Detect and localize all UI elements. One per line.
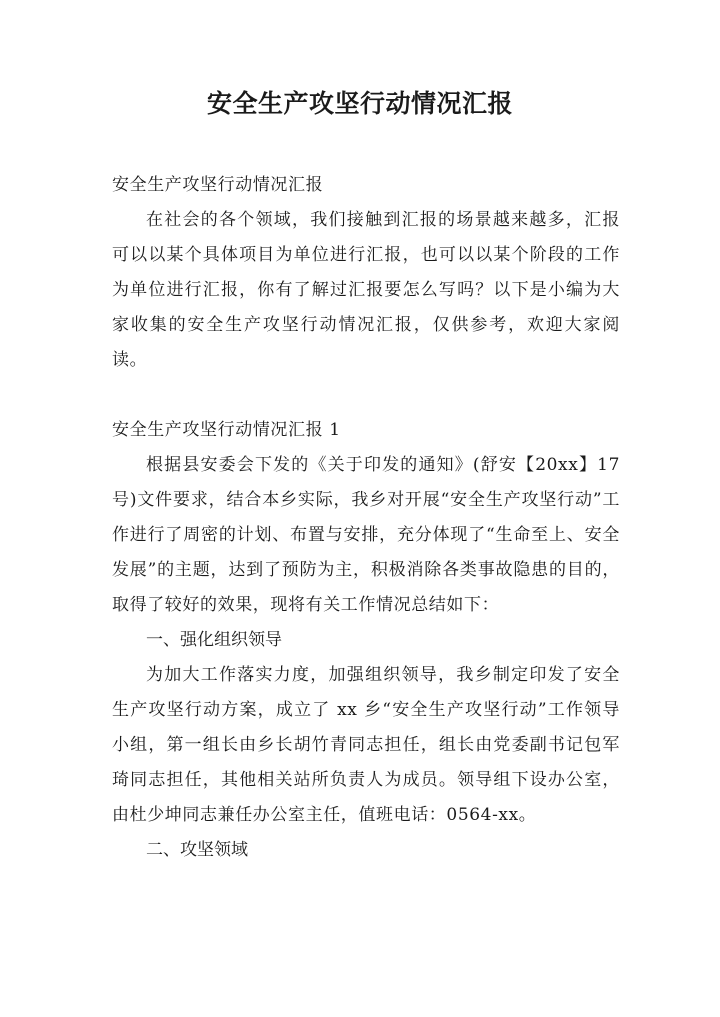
document-title: 安全生产攻坚行动情况汇报: [206, 89, 513, 118]
part-1-paragraph: 为加大工作落实力度，加强组织领导，我乡制定印发了安全生产攻坚行动方案，成立了 xx 乡“安全生产攻坚行动”工作领导小组，第一组长由乡长胡竹青同志担任，组长由党委副书记包军琦同志担任，其他相关站所负责人为成员。领导组下设办公室，由杜少坤同志兼任办公室主任，值班电话：0564-xx。: [112, 665, 620, 825]
section-1-paragraph: 根据县安委会下发的《关于印发的通知》(舒安【20xx】17号)文件要求，结合本乡实际，我乡对开展“安全生产攻坚行动”工作进行了周密的计划、布置与安排，充分体现了“生命至上、安全发展”的主题，达到了预防为主，积极消除各类事故隐患的目的，取得了较好的效果，现将有关工作情况总结如下：: [112, 455, 620, 615]
intro-paragraph: 在社会的各个领域，我们接触到汇报的场景越来越多，汇报可以以某个具体项目为单位进行汇报，也可以以某个阶段的工作为单位进行汇报，你有了解过汇报要怎么写吗？以下是小编为大家收集的安全生产攻坚行动情况汇报，仅供参考，欢迎大家阅读。: [112, 210, 620, 370]
section-1-heading: 安全生产攻坚行动情况汇报 1: [112, 420, 341, 440]
part-2-heading: 二、攻坚领域: [146, 840, 248, 860]
part-1-heading: 一、强化组织领导: [146, 630, 282, 650]
intro-heading: 安全生产攻坚行动情况汇报: [112, 175, 324, 195]
document-body: [112, 168, 620, 868]
paragraph-spacer: [112, 378, 620, 413]
